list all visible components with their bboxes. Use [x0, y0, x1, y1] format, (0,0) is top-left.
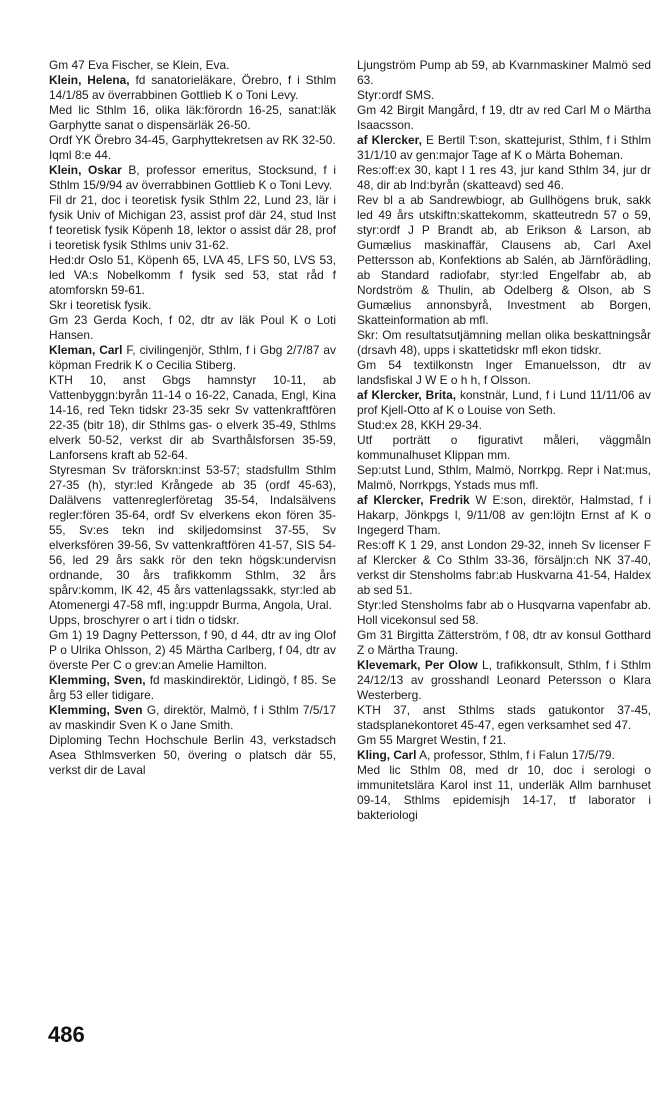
entry-paragraph: [357, 388, 651, 418]
biography-entry: [357, 493, 651, 658]
entry-text: Styresman Sv träforskn:inst 53-57; stadsfullm Sthlm 27-35 (h), styr:led Krångede ab 35 (ordf 45-63), Dalälvens vattenreglerföretag 35-54, Indalsälvens regler:fören 35-64, ordf Sv elverkens ekon fören 35-55, Sv:es tekn ind skiljedomsinst 37-55, Sv elverksfören 39-56, Sv vattenkraftfören 41-57, SIS 54-56, led 29 års sakk rör den tekn högsk:undervisn ordnande, 30 års trafikkomm Sthlm, 32 års spårv:komm, IK 42, 45 års vattenlagssakk, styr:led ab Atomenergi 47-58 mfl, ing:uppdr Burma, Angola, Ural.: [49, 463, 336, 612]
page-number: 486: [48, 1022, 85, 1047]
entry-text: Styr:led Stensholms fabr ab o Husqvarna vapenfabr ab. Holl vicekonsul sed 58.: [357, 598, 651, 627]
entry-paragraph: [357, 463, 651, 493]
entry-paragraph: [49, 163, 336, 193]
entry-paragraph: [49, 133, 336, 148]
entry-paragraph: [49, 703, 336, 733]
entry-text: Utf porträtt o figurativt måleri, väggmåln kommunalhuset Klippan mm.: [357, 433, 651, 462]
entry-paragraph: [49, 343, 336, 373]
entry-text: KTH 10, anst Gbgs hamnstyr 10-11, ab Vattenbyggn:byrån 11-14 o 16-22, Canada, Engl, Kina 14-16, red Tekn tidskr 23-35 sekr Sv vattenkraftfören 22-35 (bitr 18), dir Sthlms gas- o elverk 35-49, Sthlms elverk 50-52, verkst dir ab Svarthålsforsen 35-59, Lanforsens kraft ab 52-64.: [49, 373, 336, 462]
entry-paragraph: [49, 673, 336, 703]
entry-text: Rev bl a ab Sandrewbiogr, ab Gullhögens bruk, sakk led 49 års utskiftn:skattekomm, skatteutredn 57 o 59, styr:ordf J P Brandt ab, ab Erikson & Larson, ab Gumælius maskinaffär, Clausens ab, Carl Axel Pettersson ab, Konfektions ab Salén, ab Järnförädling, ab Standard radiofabr, styr:led Engelfabr ab, ab Nordström & Thulin, ab Odelberg & Olson, ab S Gumælius annonsbyrå, Investment ab Borgen, Skatteinformation ab mfl.: [357, 193, 651, 327]
entry-name: Klevemark, Per Olow: [357, 658, 478, 672]
entry-text: E Bertil T:son, skattejurist, Sthlm, f i Sthlm 31/1/10 av gen:major Tage af K o Märta Boheman.: [357, 133, 651, 162]
entry-paragraph: [49, 733, 336, 778]
entry-text: A, professor, Sthlm, f i Falun 17/5/79.: [419, 748, 615, 762]
entry-text: F, civilingenjör, Sthlm, f i Gbg 2/7/87 av köpman Fredrik K o Cecilia Stiberg.: [49, 343, 336, 372]
entry-text: Ordf YK Örebro 34-45, Garphyttekretsen av RK 32-50.: [49, 133, 336, 147]
entry-paragraph: [49, 148, 336, 163]
entry-text: Gm 55 Margret Westin, f 21.: [357, 733, 507, 747]
biography-entry: [357, 658, 651, 748]
entry-paragraph: [357, 763, 651, 823]
entry-paragraph: [49, 628, 336, 673]
entry-text: Skr: Om resultatsutjämning mellan olika beskattningsår (drsavh 48), upps i skattetidskr mfl ekon tidskr.: [357, 328, 651, 357]
entry-text: Gm 54 textilkonstn Inger Emanuelsson, dtr av landsfiskal J W E o h h, f Olsson.: [357, 358, 651, 387]
entry-paragraph: [49, 373, 336, 463]
entry-text: fd sanatorieläkare, Örebro, f i Sthlm 14/1/85 av överrabbinen Gottlieb K o Toni Levy.: [49, 73, 336, 102]
entry-paragraph: [49, 253, 336, 298]
entry-paragraph: [49, 73, 336, 103]
entry-text: Skr i teoretisk fysik.: [49, 298, 152, 312]
entry-text: Res:off:ex 30, kapt I 1 res 43, jur kand Sthlm 34, jur dr 48, dir ab Ind:byrån (skatteavd) sed 46.: [357, 163, 651, 192]
entry-text: Sep:utst Lund, Sthlm, Malmö, Norrkpg. Repr i Nat:mus, Malmö, Norrkpgs, Ystads mus mfl.: [357, 463, 651, 492]
biography-entry: [49, 163, 336, 343]
entry-text: Hed:dr Oslo 51, Köpenh 65, LVA 45, LFS 50, LVS 53, led VA:s Nobelkomm f fysik sed 53, stat råd f atomforskn 59-61.: [49, 253, 336, 297]
entry-paragraph: [357, 628, 651, 658]
entry-paragraph: [357, 88, 651, 103]
entry-name: Klemming, Sven,: [49, 673, 146, 687]
entry-paragraph: [357, 733, 651, 748]
entry-paragraph: [357, 598, 651, 628]
right-column: [357, 58, 651, 823]
biography-entry: [357, 133, 651, 388]
entry-text: Med lic Sthlm 16, olika läk:förordn 16-25, sanat:läk Garphytte sanat o dispensärläk 26-50.: [49, 103, 336, 132]
biography-entry: [49, 343, 336, 673]
entry-paragraph: [357, 418, 651, 433]
entry-text: Gm 31 Birgitta Zätterström, f 08, dtr av konsul Gotthard Z o Märtha Traung.: [357, 628, 651, 657]
entry-paragraph: [357, 328, 651, 358]
entry-text: fd maskindirektör, Lidingö, f 85. Se årg 53 eller tidigare.: [49, 673, 336, 702]
entry-text: Upps, broschyrer o art i tidn o tidskr.: [49, 613, 240, 627]
entry-paragraph: [357, 538, 651, 598]
entry-paragraph: [357, 658, 651, 703]
entry-text: B, professor emeritus, Stocksund, f i Sthlm 15/9/94 av överrabbinen Gottlieb K o Toni Levy.: [49, 163, 336, 192]
entry-text: Stud:ex 28, KKH 29-34.: [357, 418, 482, 432]
entry-name: af Klercker,: [357, 133, 422, 147]
entry-paragraph: [357, 58, 651, 88]
entry-text: Res:off K 1 29, anst London 29-32, inneh Sv licenser F af Klercker & Co Sthlm 33-36, försäljn:ch NK 37-40, verkst dir Stensholms fabr:ab Huskvarna 41-54, Haldex ab sed 51.: [357, 538, 651, 597]
entry-paragraph: [49, 313, 336, 343]
entry-paragraph: [357, 433, 651, 463]
entry-paragraph: [49, 193, 336, 253]
entry-text: Gm 47 Eva Fischer, se Klein, Eva.: [49, 58, 230, 72]
entry-text: G, direktör, Malmö, f i Sthlm 7/5/17 av maskindir Sven K o Jane Smith.: [49, 703, 336, 732]
left-column: [49, 58, 336, 778]
entry-name: Klein, Oskar: [49, 163, 122, 177]
entry-paragraph: [357, 358, 651, 388]
entry-paragraph: [49, 613, 336, 628]
entry-paragraph: [357, 193, 651, 328]
entry-paragraph: [357, 163, 651, 193]
biography-entry: [357, 58, 651, 133]
entry-text: Gm 1) 19 Dagny Pettersson, f 90, d 44, dtr av ing Olof P o Ulrika Ohlsson, 2) 45 Märtha Carlberg, f 04, dtr av överste Per C o grev:an Amelie Hamilton.: [49, 628, 336, 672]
entry-paragraph: [357, 133, 651, 163]
entry-name: Klemming, Sven: [49, 703, 143, 717]
entry-text: Med lic Sthlm 08, med dr 10, doc i serologi o immunitetslära Karol inst 11, underläk Allm barnhuset 09-14, Sthlms epidemisjh 14-17, tf laborator i bakteriologi: [357, 763, 651, 822]
entry-paragraph: [357, 703, 651, 733]
entry-text: W E:son, direktör, Halmstad, f i Hakarp, Jönkpgs l, 9/11/08 av gen:löjtn Ernst af K o Ingegerd Tham.: [357, 493, 651, 537]
biography-entry: [49, 73, 336, 163]
entry-text: Gm 42 Birgit Mangård, f 19, dtr av red Carl M o Märtha Isaacsson.: [357, 103, 651, 132]
biography-entry: [49, 703, 336, 778]
entry-text: Fil dr 21, doc i teoretisk fysik Sthlm 22, Lund 23, lär i fysik Univ of Michigan 23, assist prof där 24, stud Inst f teoretisk fysik Köpenh 18, lektor o assist där 28, prof i teoretisk fysik Sthlms univ 31-62.: [49, 193, 336, 252]
entry-paragraph: [357, 493, 651, 538]
entry-name: Klein, Helena,: [49, 73, 130, 87]
entry-paragraph: [49, 58, 336, 73]
entry-name: Kling, Carl: [357, 748, 417, 762]
entry-text: Diploming Techn Hochschule Berlin 43, verkstadsch Asea Sthlmsverken 50, övering o platsch där 55, verkst dir de Laval: [49, 733, 336, 777]
entry-text: Styr:ordf SMS.: [357, 88, 435, 102]
entry-text: Iqml 8:e 44.: [49, 148, 112, 162]
entry-text: Gm 23 Gerda Koch, f 02, dtr av läk Poul K o Loti Hansen.: [49, 313, 336, 342]
biography-entry: [49, 58, 336, 73]
entry-name: af Klercker, Fredrik: [357, 493, 470, 507]
entry-name: af Klercker, Brita,: [357, 388, 457, 402]
entry-paragraph: [49, 298, 336, 313]
entry-paragraph: [357, 748, 651, 763]
entry-text: KTH 37, anst Sthlms stads gatukontor 37-45, stadsplanekontoret 45-47, egen verksamhet sed 47.: [357, 703, 651, 732]
entry-paragraph: [49, 103, 336, 133]
entry-text: Ljungström Pump ab 59, ab Kvarnmaskiner Malmö sed 63.: [357, 58, 651, 87]
entry-text: konstnär, Lund, f i Lund 11/11/06 av prof Kjell-Otto af K o Louise von Seth.: [357, 388, 651, 417]
biography-entry: [357, 748, 651, 823]
entry-text: L, trafikkonsult, Sthlm, f i Sthlm 24/12/13 av grosshandl Leonard Petersson o Klara Westerberg.: [357, 658, 651, 702]
entry-paragraph: [357, 103, 651, 133]
biography-entry: [49, 673, 336, 703]
entry-name: Kleman, Carl: [49, 343, 123, 357]
entry-paragraph: [49, 463, 336, 613]
biography-entry: [357, 388, 651, 493]
